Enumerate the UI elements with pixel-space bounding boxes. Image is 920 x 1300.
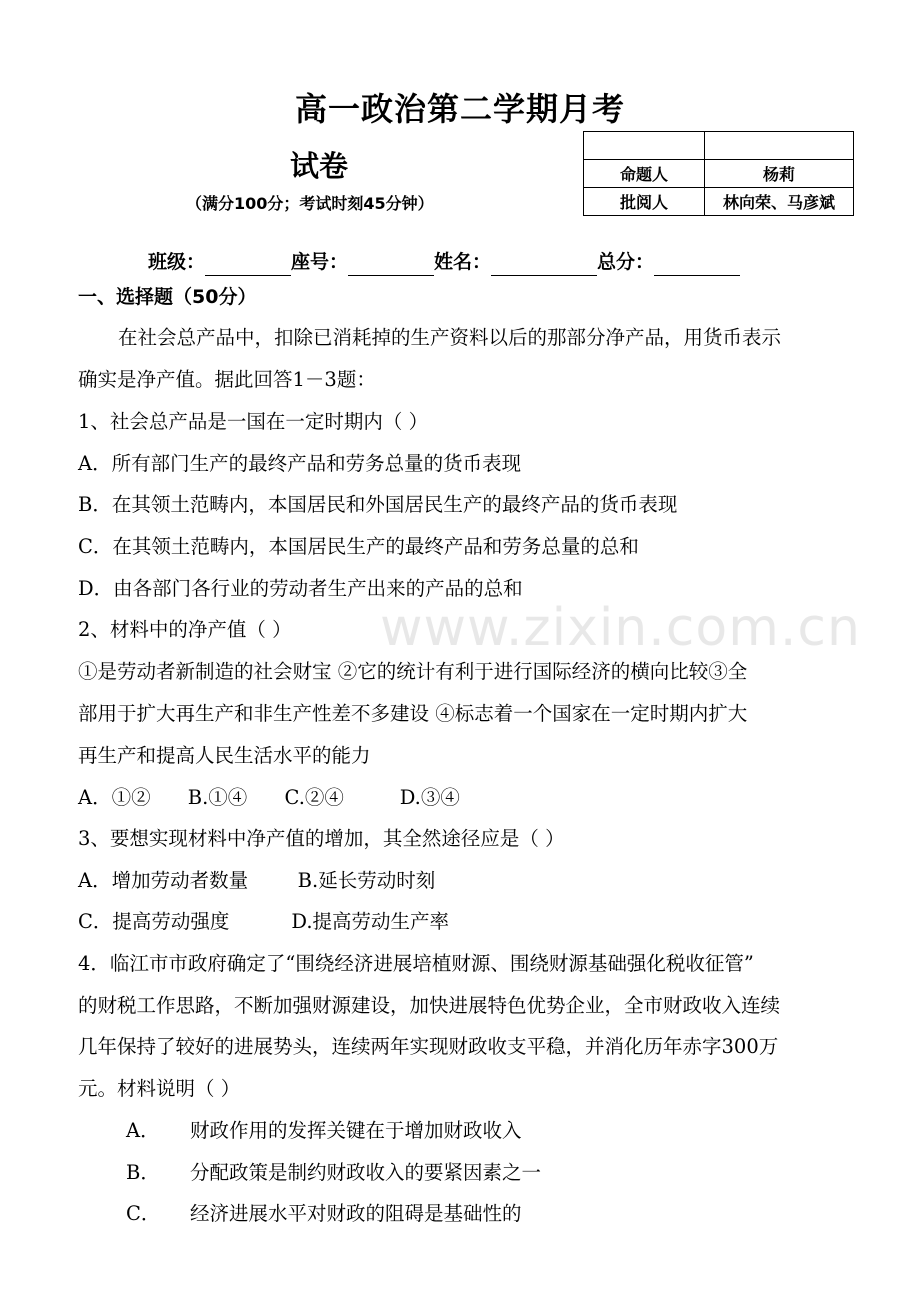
answer-option: C．在其领土范畴内，本国居民生产的最终产品和劳务总量的总和 [78,535,639,558]
total-label: 总分： [597,251,655,273]
seat-field[interactable] [348,255,434,276]
question-stem: 元。材料说明（ ） [78,1077,241,1100]
answer-option: A．所有部门生产的最终产品和劳务总量的货币表现 [78,452,522,475]
section-heading: 一、选择题（50分） [78,286,257,308]
name-field[interactable] [491,255,597,276]
page-subtitle: 试卷 [290,149,349,183]
info-row [584,160,854,188]
info-cell-setter-label: 命题人 [584,160,705,188]
question-stem: 2、材料中的净产值（ ） [78,618,292,641]
info-cell-setter-name: 杨莉 [705,160,854,188]
answer-option: 经济进展水平对财政的阻碍是基础性的 [190,1202,522,1225]
info-table [583,131,854,216]
student-info-line [148,247,740,274]
info-row [584,132,854,160]
question-stem: 1、社会总产品是一国在一定时期内（ ） [78,410,429,433]
question-stem: 4．临江市市政府确定了“围绕经济进展培植财源、围绕财源基础强化税收征管” [78,952,754,975]
statement-text: 再生产和提高人民生活水平的能力 [78,744,371,767]
total-field[interactable] [654,255,740,276]
name-label: 姓名： [434,251,492,273]
seat-label: 座号： [291,251,349,273]
answer-options: C．提高劳动强度 D.提高劳动生产率 [78,910,450,933]
info-cell [705,132,854,160]
answer-option: D．由各部门各行业的劳动者生产出来的产品的总和 [78,577,523,600]
answer-label: C． [126,1202,161,1225]
info-cell [584,132,705,160]
intro-text: 在社会总产品中，扣除已消耗掉的生产资料以后的那部分净产品，用货币表示 [118,326,782,349]
info-row [584,188,854,216]
answer-options: A．增加劳动者数量 B.延长劳动时刻 [78,869,436,892]
answer-label: B． [126,1161,160,1184]
info-cell-grader-names: 林向荣、马彦斌 [705,188,854,216]
question-stem: 3、要想实现材料中净产值的增加，其全然途径应是（ ） [78,827,565,850]
question-stem: 几年保持了较好的进展势头，连续两年实现财政收支平稳，并消化历年赤字300万 [78,1035,779,1058]
answer-option: 分配政策是制约财政收入的要紧因素之一 [190,1161,542,1184]
page-title: 高一政治第二学期月考 [294,90,625,128]
class-label: 班级： [148,251,206,273]
class-field[interactable] [205,255,291,276]
statement-text: 部用于扩大再生产和非生产性差不多建设 ④标志着一个国家在一定时期内扩大 [78,702,748,725]
statement-text: ①是劳动者新制造的社会财宝 ②它的统计有利于进行国际经济的横向比较③全 [78,660,748,683]
answer-option: 财政作用的发挥关键在于增加财政收入 [190,1119,522,1142]
answer-option: B．在其领土范畴内，本国居民和外国居民生产的最终产品的货币表现 [78,493,678,516]
score-info: （满分100分；考试时刻45分钟） [186,194,434,213]
watermark: www.zixin.com.cn [380,598,861,658]
info-cell-grader-label: 批阅人 [584,188,705,216]
answer-label: A． [126,1119,160,1142]
answer-options: A．①② B.①④ C.②④ D.③④ [78,786,460,809]
intro-text: 确实是净产值。据此回答1－3题： [78,368,376,391]
question-stem: 的财税工作思路，不断加强财源建设，加快进展特色优势企业，全市财政收入连续 [78,994,781,1017]
